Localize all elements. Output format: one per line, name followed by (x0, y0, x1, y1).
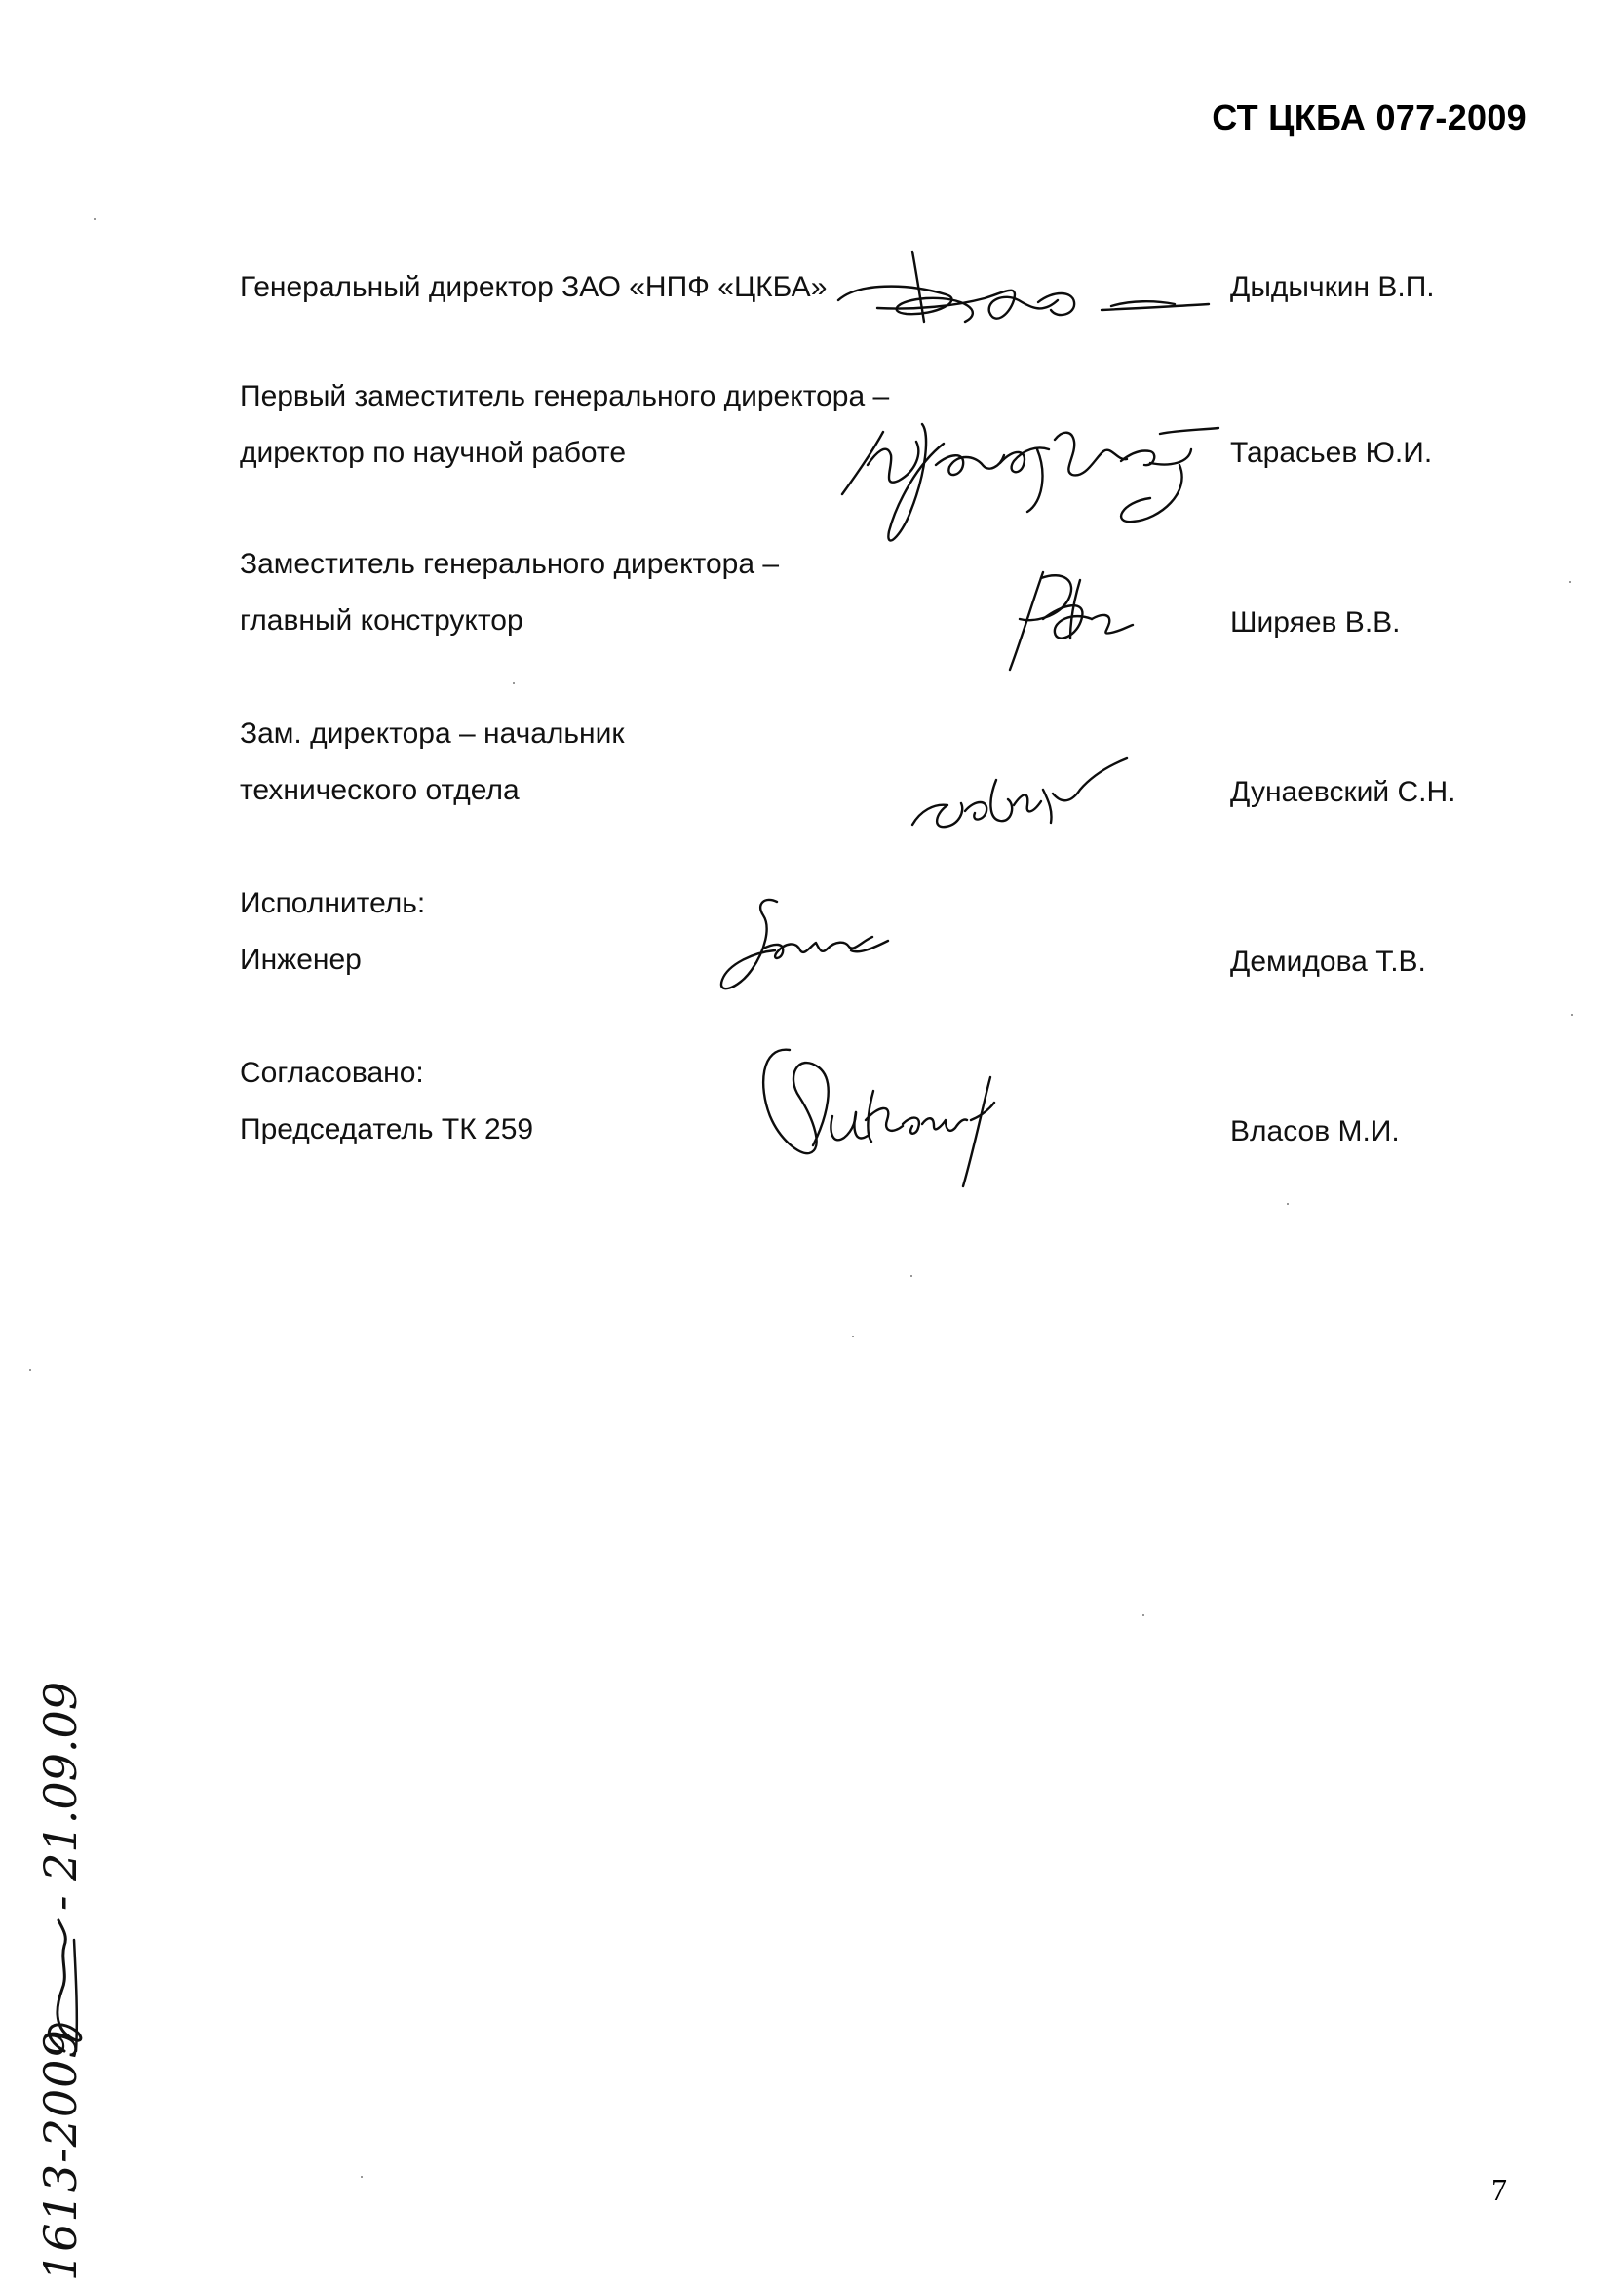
signatory-6-position-line-1: Согласовано: (240, 1057, 424, 1089)
signatory-4-position-line-2: технического отдела (240, 774, 520, 806)
signatory-3-position-line-1: Заместитель генерального директора – (240, 548, 780, 580)
signature-1 (819, 244, 1228, 341)
scan-speck (513, 682, 515, 684)
signatory-3-name: Ширяев В.В. (1230, 606, 1401, 639)
scan-speck (1569, 581, 1571, 583)
scan-speck (1571, 1014, 1573, 1016)
signature-2 (829, 395, 1228, 561)
signatory-5-position-line-2: Инженер (240, 944, 362, 976)
scan-speck (94, 218, 96, 220)
svg-text:1613-2009: 1613-2009 (34, 2029, 87, 2281)
scan-speck (29, 1369, 31, 1371)
signatory-4-name: Дунаевский С.Н. (1230, 776, 1456, 808)
scan-speck (910, 1275, 912, 1277)
signature-6 (751, 1038, 1033, 1204)
signatory-6-position-line-2: Председатель ТК 259 (240, 1113, 534, 1145)
signature-4 (907, 751, 1150, 838)
scan-speck (852, 1336, 854, 1337)
signatory-3-position-line-2: главный конструктор (240, 604, 523, 637)
document-code: СТ ЦКБА 077-2009 (1212, 97, 1527, 137)
signatory-5-position-line-1: Исполнитель: (240, 887, 426, 919)
handwritten-margin-note (0, 1681, 107, 2286)
scan-speck (1287, 1203, 1289, 1205)
svg-text:- 21.09.09: - 21.09.09 (34, 1681, 87, 1911)
scan-speck (1142, 1614, 1144, 1616)
page-number: 7 (1491, 2172, 1507, 2207)
signatory-5-name: Демидова Т.В. (1230, 946, 1426, 978)
signatory-2-position-line-2: директор по научной работе (240, 437, 627, 469)
signatory-4-position-line-1: Зам. директора – начальник (240, 717, 625, 750)
signatory-1-position: Генеральный директор ЗАО «НПФ «ЦКБА» (240, 271, 828, 303)
signature-5 (707, 892, 902, 1009)
signatory-1-name: Дыдычкин В.П. (1230, 271, 1435, 303)
signatory-2-name: Тарасьев Ю.И. (1230, 437, 1433, 469)
signatory-6-name: Власов М.И. (1230, 1115, 1400, 1147)
scan-speck (361, 2176, 363, 2178)
signatory-2-position-line-1: Первый заместитель генерального директора – (240, 380, 890, 412)
signature-3 (985, 561, 1160, 682)
